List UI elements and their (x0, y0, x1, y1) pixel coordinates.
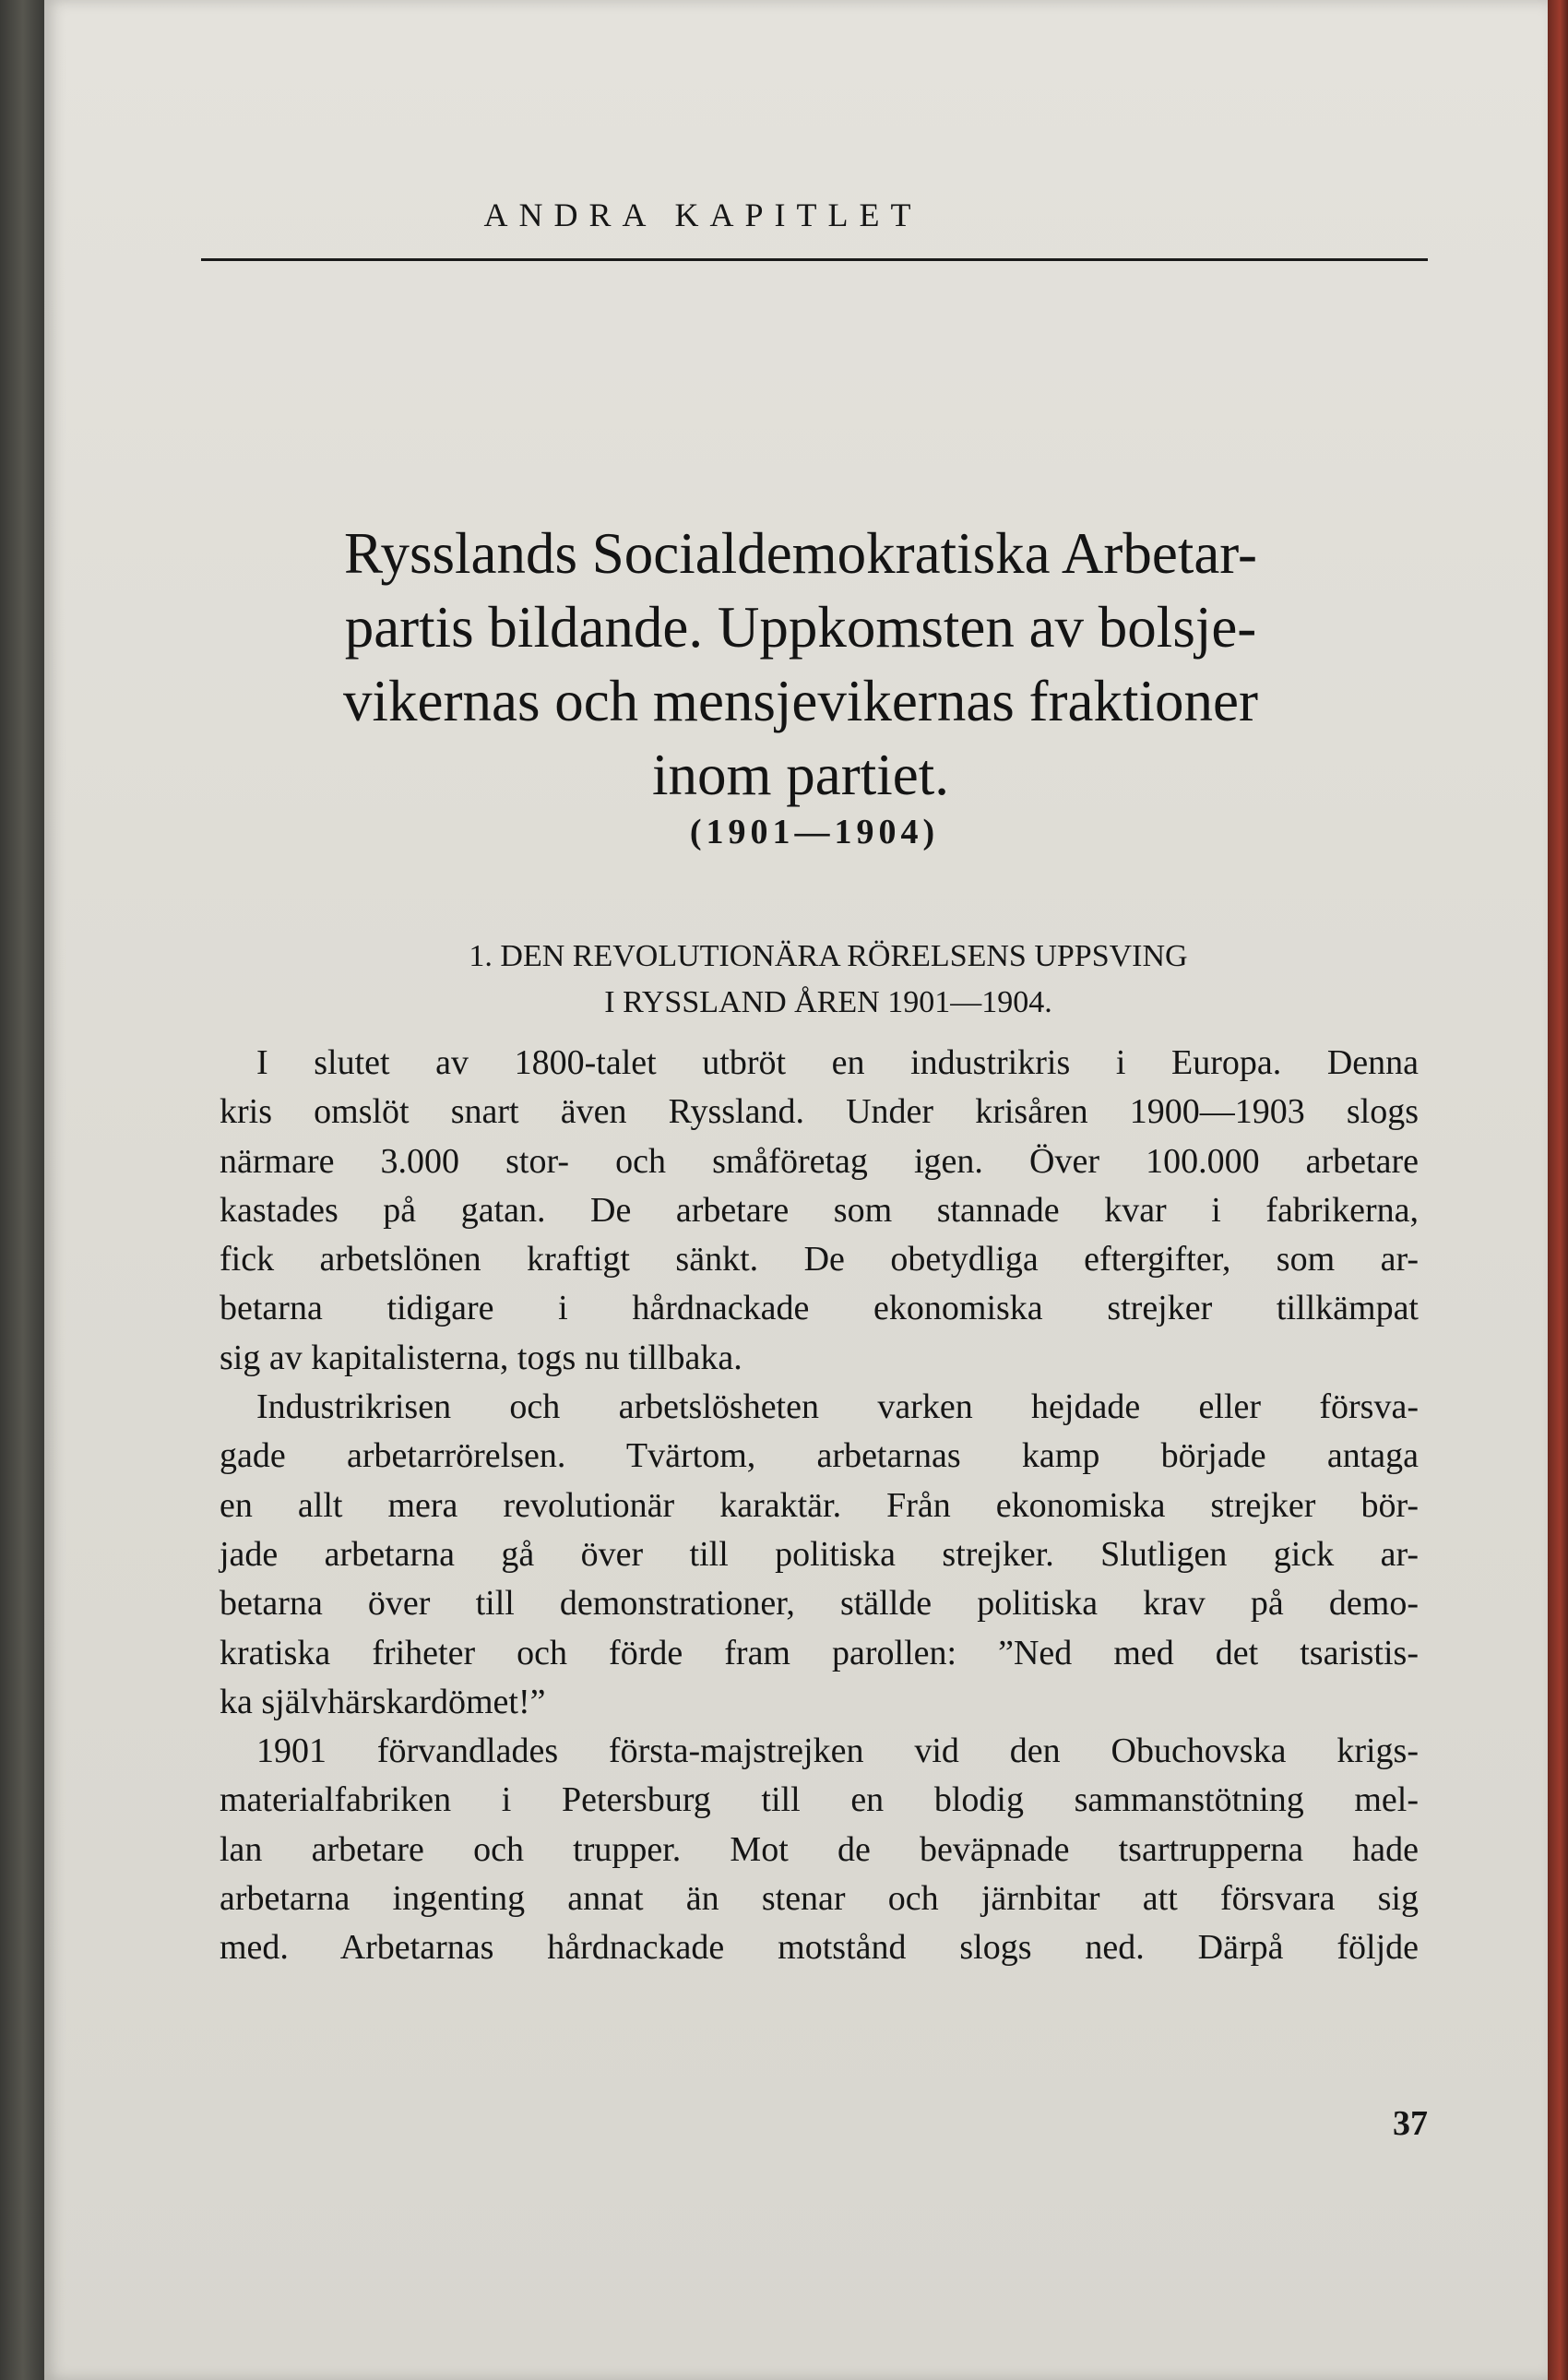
body-line: kratiska friheter och förde fram parollen: ”Ned med det tsaristis- (220, 1633, 1419, 1672)
body-line: kris omslöt snart även Ryssland. Under krisåren 1900—1903 slogs (220, 1092, 1419, 1132)
chapter-label: ANDRA KAPITLET (483, 196, 922, 233)
body-line: närmare 3.000 stor- och småföretag igen. Över 100.000 arbetare (220, 1141, 1419, 1181)
body-line: fick arbetslönen kraftigt sänkt. De obetydliga eftergifter, som ar- (220, 1240, 1419, 1279)
body-line: ka självhärskardömet!” (220, 1682, 546, 1721)
body-text (220, 1039, 1419, 1973)
body-line: lan arbetare och trupper. Mot de beväpnade tsartrupperna hade (220, 1829, 1419, 1869)
page-number: 37 (1393, 2104, 1428, 2143)
body-line: I slutet av 1800-talet utbröt en industrikris i Europa. Denna (256, 1043, 1419, 1082)
section-heading (229, 934, 1428, 1026)
title-line: partis bildande. Uppkomsten av bolsje- (344, 595, 1257, 660)
body-line: materialfabriken i Petersburg till en blodig sammanstötning mel- (220, 1780, 1419, 1820)
title-line: vikernas och mensjevikernas fraktioner (343, 669, 1258, 733)
book-page (44, 0, 1548, 2380)
body-line: kastades på gatan. De arbetare som stannade kvar i fabrikerna, (220, 1190, 1419, 1230)
body-line: arbetarna ingenting annat än stenar och järnbitar att försvara sig (220, 1879, 1419, 1919)
body-line: en allt mera revolutionär karaktär. Från ekonomiska strejker bör- (220, 1485, 1419, 1525)
body-line: Industrikrisen och arbetslösheten varken hejdade eller försva- (256, 1387, 1419, 1427)
body-line: sig av kapitalisterna, togs nu tillbaka. (220, 1338, 742, 1377)
body-line: 1901 förvandlades första-majstrejken vid den Obuchovska krigs- (256, 1731, 1419, 1771)
title-line: Rysslands Socialdemokratiska Arbetar- (343, 521, 1257, 586)
book-cover-edge (1548, 0, 1568, 2380)
chapter-title (210, 517, 1391, 812)
chapter-heading (201, 196, 1428, 261)
body-line: jade arbetarna gå över till politiska strejker. Slutligen gick ar- (220, 1534, 1419, 1574)
section-heading-line: I RYSSLAND ÅREN 1901—1904. (604, 985, 1052, 1019)
body-line: med. Arbetarnas hårdnackade motstånd slogs ned. Därpå följde (220, 1928, 1419, 1968)
body-line: gade arbetarrörelsen. Tvärtom, arbetarnas kamp började antaga (220, 1436, 1419, 1476)
chapter-rule (201, 258, 1428, 261)
section-heading-line: 1. DEN REVOLUTIONÄRA RÖRELSENS UPPSVING (469, 939, 1188, 973)
chapter-years: (1901—1904) (689, 813, 940, 851)
body-line: betarna tidigare i hårdnackade ekonomiska strejker tillkämpat (220, 1289, 1419, 1328)
title-line: inom partiet. (652, 743, 949, 807)
body-line: betarna över till demonstrationer, ställde politiska krav på demo- (220, 1584, 1419, 1624)
